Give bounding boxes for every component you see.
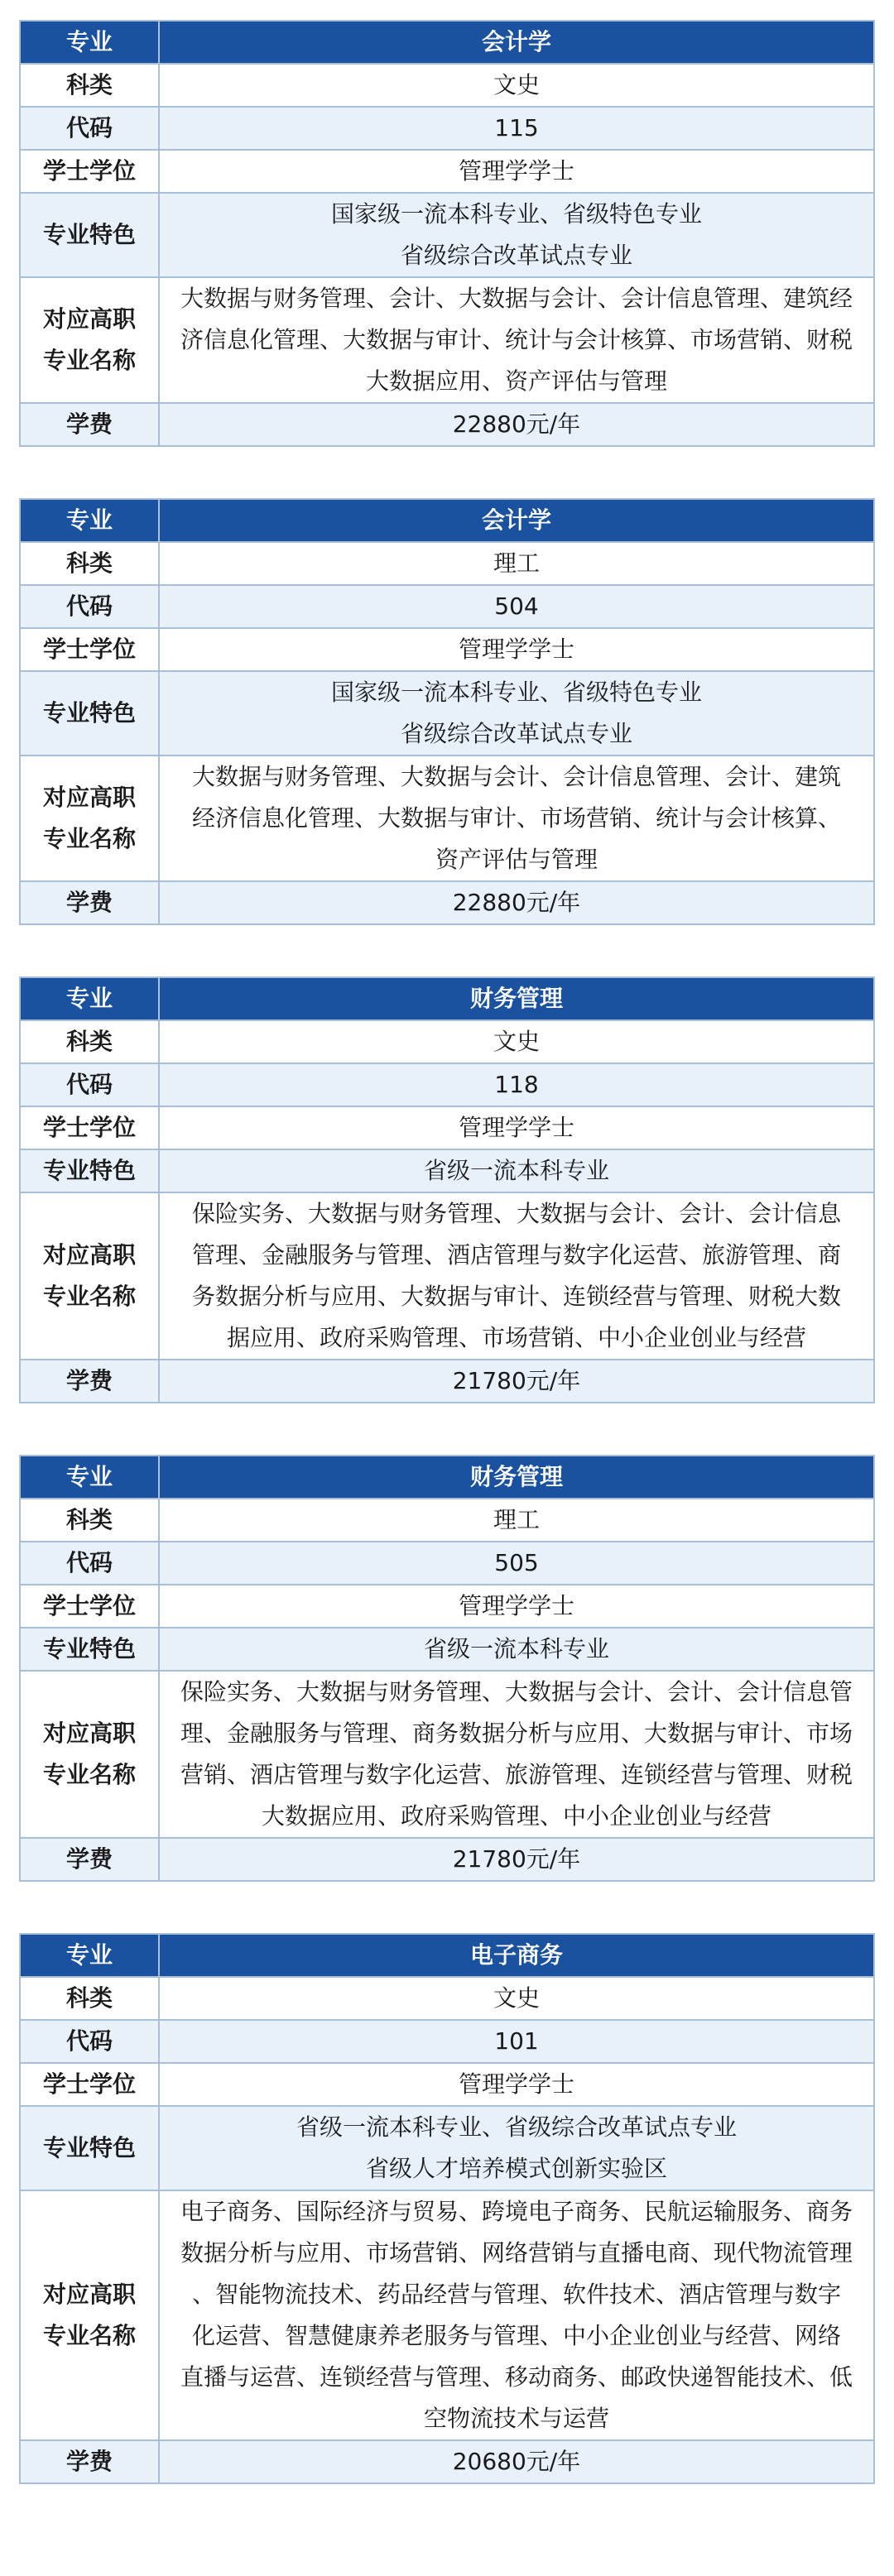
feature-row bbox=[20, 1149, 874, 1192]
feature-value bbox=[159, 671, 874, 756]
vocational-line: 保险实务、大数据与财务管理、大数据与会计、会计、会计信息 bbox=[191, 1200, 841, 1227]
feature-label: 专业特色 bbox=[20, 671, 159, 756]
category-row bbox=[20, 1977, 874, 2020]
vocational-line: 务数据分析与应用、大数据与审计、连锁经营与管理、财税大数 bbox=[191, 1283, 841, 1310]
code-value: 505 bbox=[159, 1542, 874, 1585]
tuition-row bbox=[20, 1360, 874, 1403]
code-label: 代码 bbox=[20, 2020, 159, 2063]
vocational-label bbox=[20, 1671, 159, 1838]
category-value: 理工 bbox=[159, 542, 874, 585]
vocational-row bbox=[20, 2190, 874, 2440]
degree-value: 管理学学士 bbox=[159, 628, 874, 671]
vocational-value bbox=[159, 1671, 874, 1838]
major-name-label: 专业 bbox=[20, 1456, 159, 1499]
feature-line: 省级一流本科专业、省级综合改革试点专业 bbox=[296, 2113, 737, 2141]
major-name-row bbox=[20, 499, 874, 542]
tuition-value: 22880元/年 bbox=[159, 403, 874, 446]
feature-value bbox=[159, 1149, 874, 1192]
degree-label: 学士学位 bbox=[20, 2063, 159, 2106]
vocational-label-line: 专业名称 bbox=[42, 2322, 136, 2349]
vocational-line: 数据分析与应用、市场营销、网络营销与直播电商、现代物流管理 bbox=[180, 2239, 853, 2267]
vocational-line: 电子商务、国际经济与贸易、跨境电子商务、民航运输服务、商务 bbox=[180, 2198, 853, 2225]
vocational-value bbox=[159, 277, 874, 403]
vocational-line: 直播与运营、连锁经营与管理、移动商务、邮政快递智能技术、低 bbox=[180, 2363, 853, 2391]
code-row bbox=[20, 107, 874, 150]
major-name-row bbox=[20, 1456, 874, 1499]
feature-value bbox=[159, 2106, 874, 2190]
vocational-row bbox=[20, 1192, 874, 1360]
tuition-value: 22880元/年 bbox=[159, 881, 874, 924]
code-row bbox=[20, 585, 874, 628]
tuition-row bbox=[20, 403, 874, 446]
code-label: 代码 bbox=[20, 585, 159, 628]
vocational-label-line: 对应高职 bbox=[42, 305, 136, 333]
major-table bbox=[19, 20, 875, 447]
tuition-value: 20680元/年 bbox=[159, 2440, 874, 2483]
vocational-value bbox=[159, 1192, 874, 1360]
code-label: 代码 bbox=[20, 1542, 159, 1585]
feature-row bbox=[20, 671, 874, 756]
major-name-row bbox=[20, 21, 874, 64]
major-name-label: 专业 bbox=[20, 499, 159, 542]
category-row bbox=[20, 1020, 874, 1063]
major-name-row bbox=[20, 977, 874, 1020]
major-name-label: 专业 bbox=[20, 21, 159, 64]
major-name-value: 会计学 bbox=[159, 499, 874, 542]
category-label: 科类 bbox=[20, 64, 159, 107]
major-name-value: 电子商务 bbox=[159, 1934, 874, 1977]
vocational-line: 大数据应用、政府采购管理、中小企业创业与经营 bbox=[261, 1802, 771, 1830]
feature-line: 省级人才培养模式创新实验区 bbox=[365, 2155, 667, 2182]
vocational-row bbox=[20, 1671, 874, 1838]
category-value: 文史 bbox=[159, 1977, 874, 2020]
vocational-label-line: 对应高职 bbox=[42, 2281, 136, 2308]
feature-line: 省级一流本科专业 bbox=[423, 1635, 609, 1662]
major-table bbox=[19, 1933, 875, 2484]
feature-value bbox=[159, 1628, 874, 1671]
code-row bbox=[20, 1542, 874, 1585]
category-label: 科类 bbox=[20, 1977, 159, 2020]
major-name-row bbox=[20, 1934, 874, 1977]
major-name-value: 会计学 bbox=[159, 21, 874, 64]
degree-row bbox=[20, 628, 874, 671]
vocational-label bbox=[20, 2190, 159, 2440]
feature-label: 专业特色 bbox=[20, 2106, 159, 2190]
vocational-line: 大数据应用、资产评估与管理 bbox=[365, 367, 667, 395]
feature-line: 国家级一流本科专业、省级特色专业 bbox=[330, 200, 702, 228]
vocational-label bbox=[20, 277, 159, 403]
feature-label: 专业特色 bbox=[20, 193, 159, 277]
category-label: 科类 bbox=[20, 1499, 159, 1542]
vocational-row bbox=[20, 277, 874, 403]
major-name-value: 财务管理 bbox=[159, 977, 874, 1020]
feature-label: 专业特色 bbox=[20, 1628, 159, 1671]
code-value: 115 bbox=[159, 107, 874, 150]
vocational-line: 理、金融服务与管理、商务数据分析与应用、大数据与审计、市场 bbox=[180, 1720, 853, 1747]
feature-label: 专业特色 bbox=[20, 1149, 159, 1192]
category-value: 文史 bbox=[159, 1020, 874, 1063]
majors-document bbox=[19, 20, 875, 2535]
degree-value: 管理学学士 bbox=[159, 150, 874, 193]
vocational-label-line: 对应高职 bbox=[42, 784, 136, 811]
tuition-label: 学费 bbox=[20, 1360, 159, 1403]
vocational-line: 化运营、智慧健康养老服务与管理、中小企业创业与经营、网络 bbox=[191, 2322, 841, 2349]
vocational-line: 大数据与财务管理、会计、大数据与会计、会计信息管理、建筑经 bbox=[180, 285, 853, 312]
category-label: 科类 bbox=[20, 542, 159, 585]
major-table bbox=[19, 976, 875, 1403]
feature-line: 省级综合改革试点专业 bbox=[400, 720, 632, 747]
major-table bbox=[19, 498, 875, 925]
degree-label: 学士学位 bbox=[20, 1106, 159, 1149]
major-name-value: 财务管理 bbox=[159, 1456, 874, 1499]
vocational-label-line: 专业名称 bbox=[42, 347, 136, 374]
vocational-label-line: 专业名称 bbox=[42, 825, 136, 852]
category-value: 理工 bbox=[159, 1499, 874, 1542]
code-value: 504 bbox=[159, 585, 874, 628]
vocational-line: 、智能物流技术、药品经营与管理、软件技术、酒店管理与数字 bbox=[191, 2281, 841, 2308]
code-row bbox=[20, 2020, 874, 2063]
vocational-line: 保险实务、大数据与财务管理、大数据与会计、会计、会计信息管 bbox=[180, 1678, 853, 1705]
category-row bbox=[20, 1499, 874, 1542]
major-name-label: 专业 bbox=[20, 977, 159, 1020]
tuition-label: 学费 bbox=[20, 403, 159, 446]
tuition-value: 21780元/年 bbox=[159, 1360, 874, 1403]
code-value: 101 bbox=[159, 2020, 874, 2063]
major-table bbox=[19, 1455, 875, 1882]
vocational-line: 经济信息化管理、大数据与审计、市场营销、统计与会计核算、 bbox=[191, 804, 841, 832]
degree-row bbox=[20, 150, 874, 193]
degree-label: 学士学位 bbox=[20, 628, 159, 671]
vocational-label-line: 对应高职 bbox=[42, 1720, 136, 1747]
tuition-label: 学费 bbox=[20, 881, 159, 924]
code-label: 代码 bbox=[20, 107, 159, 150]
degree-label: 学士学位 bbox=[20, 1585, 159, 1628]
degree-row bbox=[20, 1585, 874, 1628]
vocational-line: 资产评估与管理 bbox=[435, 846, 598, 873]
degree-value: 管理学学士 bbox=[159, 1106, 874, 1149]
tuition-row bbox=[20, 1838, 874, 1881]
category-label: 科类 bbox=[20, 1020, 159, 1063]
vocational-line: 管理、金融服务与管理、酒店管理与数字化运营、旅游管理、商 bbox=[191, 1241, 841, 1269]
code-label: 代码 bbox=[20, 1063, 159, 1106]
degree-value: 管理学学士 bbox=[159, 2063, 874, 2106]
category-value: 文史 bbox=[159, 64, 874, 107]
degree-label: 学士学位 bbox=[20, 150, 159, 193]
feature-line: 省级综合改革试点专业 bbox=[400, 242, 632, 269]
feature-row bbox=[20, 2106, 874, 2190]
vocational-value bbox=[159, 2190, 874, 2440]
category-row bbox=[20, 64, 874, 107]
tuition-row bbox=[20, 2440, 874, 2483]
feature-value bbox=[159, 193, 874, 277]
tuition-row bbox=[20, 881, 874, 924]
tuition-label: 学费 bbox=[20, 1838, 159, 1881]
vocational-label-line: 对应高职 bbox=[42, 1241, 136, 1269]
degree-value: 管理学学士 bbox=[159, 1585, 874, 1628]
tuition-value: 21780元/年 bbox=[159, 1838, 874, 1881]
vocational-line: 营销、酒店管理与数字化运营、旅游管理、连锁经营与管理、财税 bbox=[180, 1761, 853, 1788]
feature-line: 国家级一流本科专业、省级特色专业 bbox=[330, 679, 702, 706]
feature-row bbox=[20, 1628, 874, 1671]
degree-row bbox=[20, 1106, 874, 1149]
vocational-line: 大数据与财务管理、大数据与会计、会计信息管理、会计、建筑 bbox=[191, 763, 841, 790]
vocational-row bbox=[20, 756, 874, 881]
degree-row bbox=[20, 2063, 874, 2106]
vocational-line: 空物流技术与运营 bbox=[423, 2405, 609, 2432]
vocational-label-line: 专业名称 bbox=[42, 1761, 136, 1788]
vocational-label bbox=[20, 756, 159, 881]
feature-line: 省级一流本科专业 bbox=[423, 1157, 609, 1184]
major-name-label: 专业 bbox=[20, 1934, 159, 1977]
code-row bbox=[20, 1063, 874, 1106]
vocational-label-line: 专业名称 bbox=[42, 1283, 136, 1310]
vocational-value bbox=[159, 756, 874, 881]
code-value: 118 bbox=[159, 1063, 874, 1106]
tuition-label: 学费 bbox=[20, 2440, 159, 2483]
vocational-label bbox=[20, 1192, 159, 1360]
category-row bbox=[20, 542, 874, 585]
vocational-line: 据应用、政府采购管理、市场营销、中小企业创业与经营 bbox=[226, 1324, 806, 1351]
vocational-line: 济信息化管理、大数据与审计、统计与会计核算、市场营销、财税 bbox=[180, 326, 853, 353]
feature-row bbox=[20, 193, 874, 277]
